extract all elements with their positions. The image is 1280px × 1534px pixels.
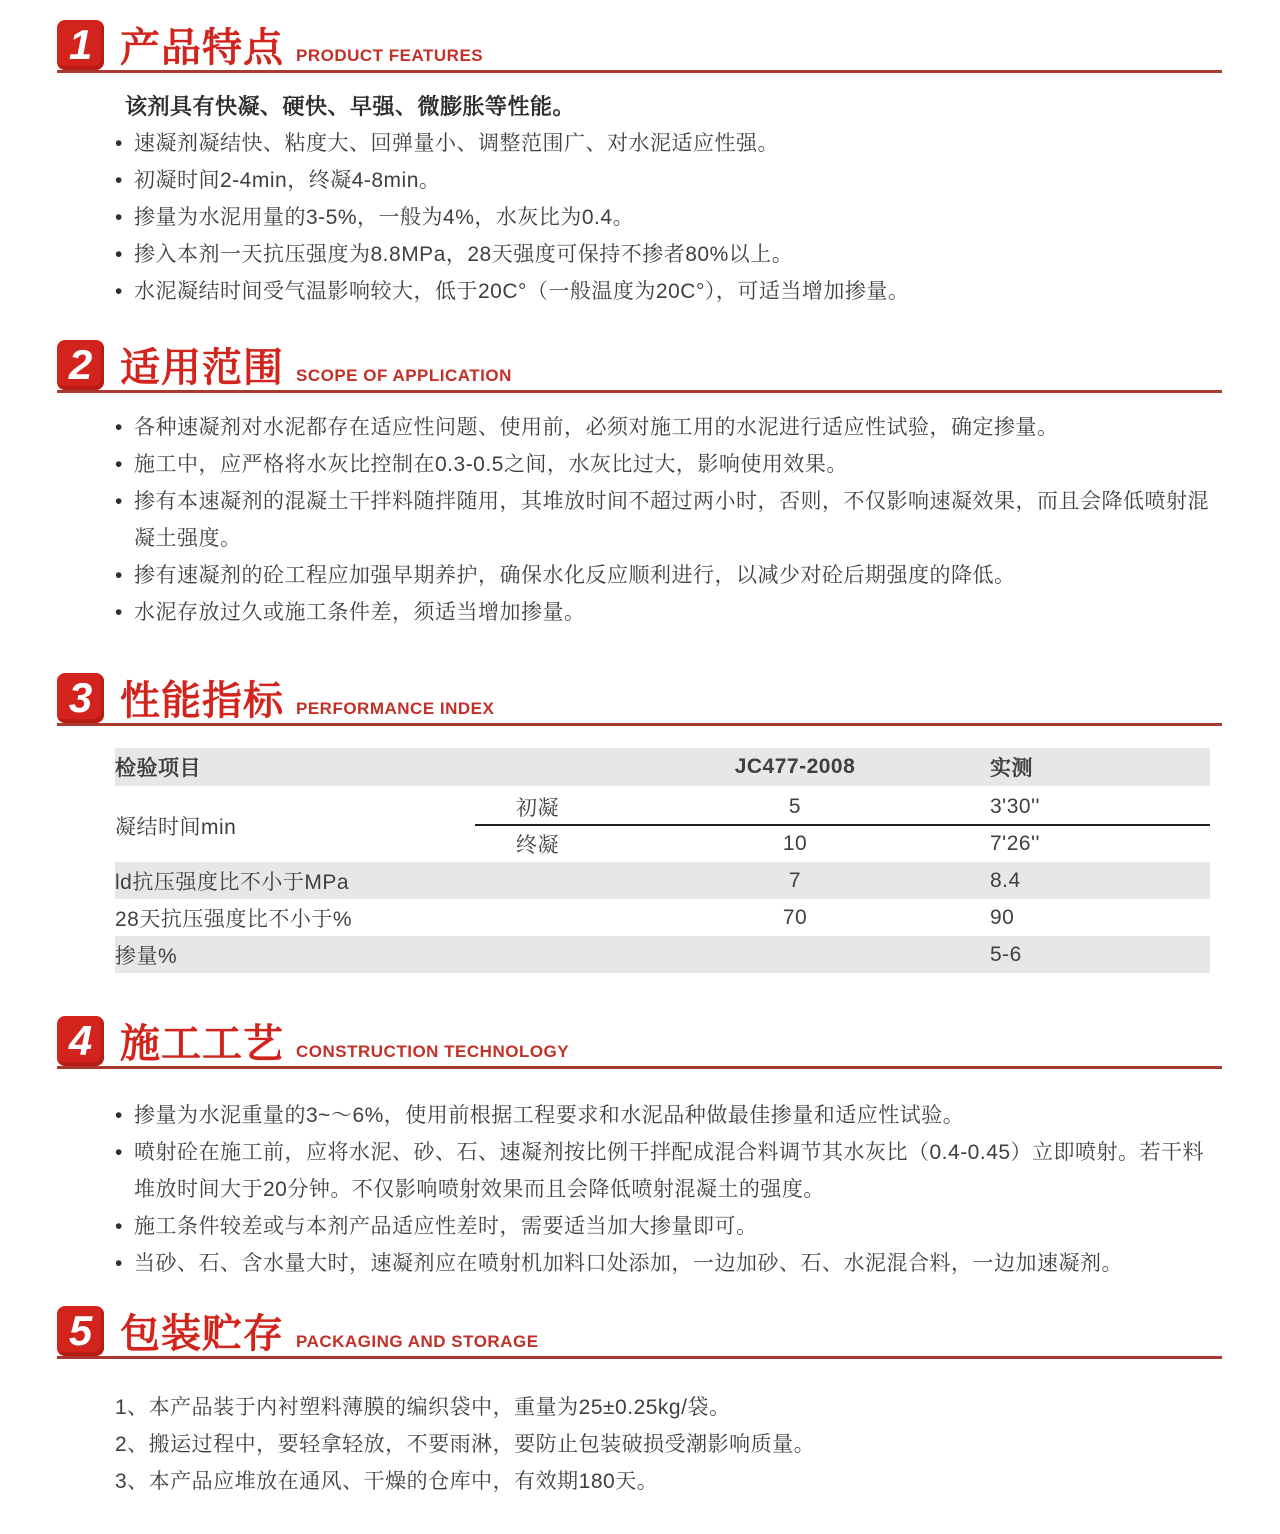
section-construction-technology: [0, 1016, 1280, 1282]
section-2-title-zh: 适用范围: [120, 346, 284, 390]
table-cell-initial-standard: 5: [600, 788, 990, 825]
section-3-header: [57, 673, 1222, 726]
bullet-item: • 掺有本速凝剂的混凝土干拌料随拌随用，其堆放时间不超过两小时，否则，不仅影响速凝效果，而且会降低喷射混凝土强度。: [115, 483, 1212, 557]
section-4-header: [57, 1016, 1222, 1069]
section-4-title-zh: 施工工艺: [120, 1022, 284, 1066]
section-packaging-and-storage: [0, 1306, 1280, 1500]
table-cell-standard: 70: [782, 905, 808, 929]
bullet-item: • 掺有速凝剂的砼工程应加强早期养护，确保水化反应顺利进行，以减少对砼后期强度的降低。: [115, 557, 1212, 594]
table-row-1d-strength: [115, 862, 1210, 899]
table-cell-final-name: 终凝: [516, 834, 559, 857]
bullet-item: • 掺入本剂一天抗压强度为8.8MPa，28天强度可保持不掺者80%以上。: [115, 236, 1212, 273]
table-cell-final-measured: 7'26'': [990, 832, 1041, 855]
bullet-item: • 速凝剂凝结快、粘度大、回弹量小、调整范围广、对水泥适应性强。: [115, 125, 1212, 162]
bullet-item: • 施工条件较差或与本剂产品适应性差时，需要适当加大掺量即可。: [115, 1208, 1212, 1245]
section-5-header: [57, 1306, 1222, 1359]
bullet-item: • 初凝时间2-4min，终凝4-8min。: [115, 162, 1212, 199]
section-5-title-zh: 包装贮存: [120, 1312, 284, 1356]
section-4-number-badge: 4: [57, 1016, 104, 1066]
section-2-content: [115, 409, 1212, 631]
numbered-item: 2、搬运过程中，要轻拿轻放，不要雨淋，要防止包装破损受潮影响质量。: [115, 1433, 816, 1456]
section-3-title-en: PERFORMANCE INDEX: [296, 699, 495, 718]
section-performance-index: [0, 673, 1280, 973]
section-2-header: [57, 340, 1222, 393]
bullet-item: • 掺量为水泥重量的3~～6%，使用前根据工程要求和水泥品种做最佳掺量和适应性试验。: [115, 1097, 1212, 1134]
section-2-title-en: SCOPE OF APPLICATION: [296, 366, 512, 385]
section-4-content: [115, 1097, 1212, 1282]
section-4-title-en: CONSTRUCTION TECHNOLOGY: [296, 1042, 570, 1061]
numbered-item: 3、本产品应堆放在通风、干燥的仓库中，有效期180天。: [115, 1470, 659, 1493]
table-row-dosage: [115, 936, 1210, 973]
bullet-item: • 喷射砼在施工前，应将水泥、砂、石、速凝剂按比例干拌配成混合料调节其水灰比（0.4-0.45）立即喷射。若干料堆放时间大于20分钟。不仅影响喷射效果而且会降低喷射混凝土的强度。: [115, 1134, 1212, 1208]
section-1-title-zh: 产品特点: [120, 26, 284, 70]
table-cell-measured: 5-6: [990, 936, 1210, 973]
bullet-item: • 当砂、石、含水量大时，速凝剂应在喷射机加料口处添加，一边加砂、石、水泥混合料，一边加速凝剂。: [115, 1245, 1212, 1282]
section-2-bullet-list: [115, 409, 1212, 631]
section-5-content: [115, 1389, 1212, 1500]
bullet-item: • 水泥存放过久或施工条件差，须适当增加掺量。: [115, 594, 1212, 631]
table-header-item: 检验项目: [115, 748, 600, 788]
section-2-number-badge: 2: [57, 340, 104, 390]
section-product-features: [0, 20, 1280, 310]
section-5-number-badge: 5: [57, 1306, 104, 1356]
table-cell-standard: [600, 936, 990, 973]
bullet-item: • 施工中，应严格将水灰比控制在0.3-0.5之间，水灰比过大，影响使用效果。: [115, 446, 1212, 483]
section-1-header: [57, 20, 1222, 73]
table-cell-final-standard: 10: [782, 832, 808, 855]
table-cell-initial-name: 初凝: [475, 788, 600, 825]
bullet-item: • 掺量为水泥用量的3-5%，一般为4%，水灰比为0.4。: [115, 199, 1212, 236]
bullet-item: • 各种速凝剂对水泥都存在适应性问题、使用前，必须对施工用的水泥进行适应性试验，确定掺量。: [115, 409, 1212, 446]
table-cell-measured: 90: [990, 905, 1015, 929]
section-3-title-zh: 性能指标: [120, 679, 284, 723]
table-cell-standard: 7: [600, 862, 990, 899]
section-scope-of-application: [0, 340, 1280, 631]
section-4-bullet-list: [115, 1097, 1212, 1282]
table-header-standard: JC477-2008: [600, 748, 990, 788]
bullet-item: • 水泥凝结时间受气温影响较大，低于20C°（一般温度为20C°），可适当增加掺量。: [115, 273, 1212, 310]
table-header-row: [115, 748, 1210, 788]
table-row-setting-initial: [115, 788, 1210, 825]
table-cell-label: 掺量%: [115, 936, 600, 973]
section-1-number-badge: 1: [57, 20, 104, 70]
table-cell-setting-label: 凝结时间min: [115, 816, 237, 840]
product-spec-document: [0, 20, 1280, 1534]
table-cell-measured: 8.4: [990, 862, 1210, 899]
numbered-item: 1、本产品装于内衬塑料薄膜的编织袋中，重量为25±0.25kg/袋。: [115, 1396, 731, 1419]
table-row-28d-strength: [115, 899, 1210, 936]
section-1-bullet-list: [115, 125, 1212, 310]
section-1-intro: 该剂具有快凝、硬快、早强、微膨胀等性能。: [125, 94, 576, 119]
section-3-number-badge: 3: [57, 673, 104, 723]
section-5-title-en: PACKAGING AND STORAGE: [296, 1332, 539, 1351]
section-1-title-en: PRODUCT FEATURES: [296, 46, 484, 65]
table-cell-label: ld抗压强度比不小于MPa: [115, 862, 600, 899]
performance-table: [115, 748, 1210, 973]
table-cell-label: 28天抗压强度比不小于%: [115, 907, 353, 931]
table-header-measured: 实测: [990, 748, 1210, 788]
section-1-content: [115, 88, 1212, 310]
table-cell-initial-measured: 3'30'': [990, 788, 1210, 825]
